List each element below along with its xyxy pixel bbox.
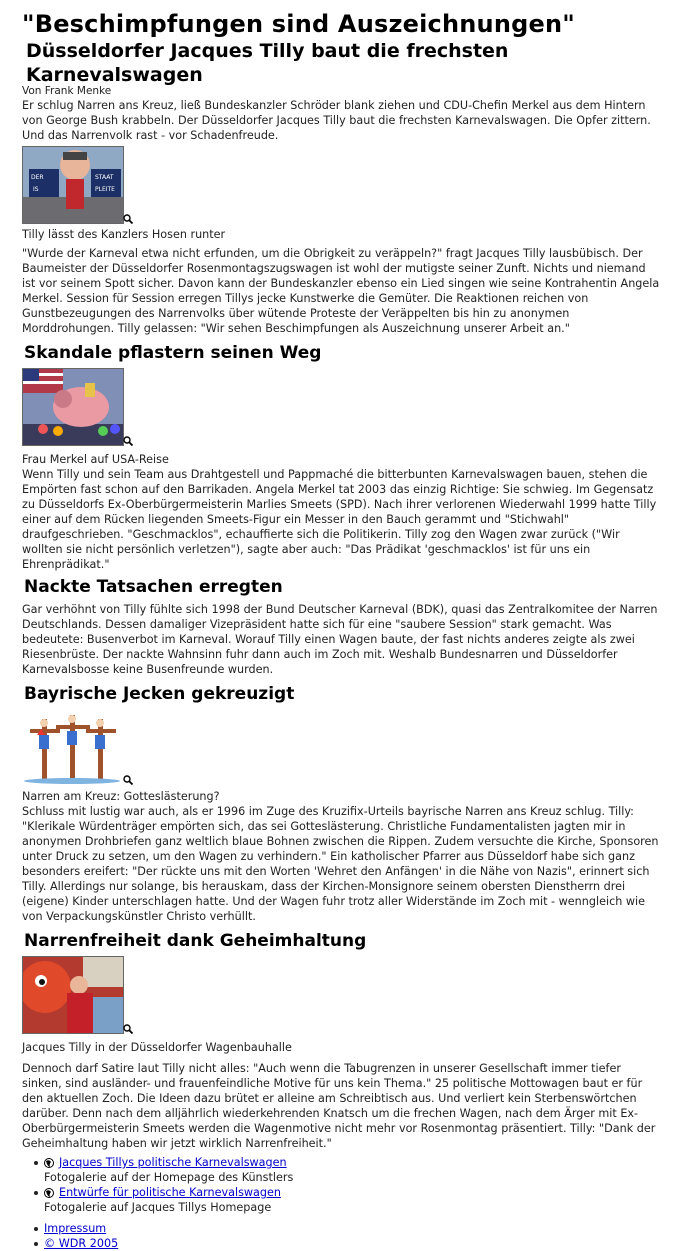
article [22, 10, 662, 1251]
list-item [34, 1185, 662, 1215]
figure-schroeder[interactable] [22, 146, 134, 224]
bullet-icon [34, 1161, 38, 1165]
magnifier-icon[interactable] [123, 775, 133, 785]
globe-icon [44, 1188, 54, 1198]
figure-merkel[interactable] [22, 368, 134, 446]
photo-tilly-workshop[interactable] [22, 956, 124, 1034]
paragraph: Schluss mit lustig war auch, als er 1996 im Zuge des Kruzifix-Urteils bayrische Narren ans Kreuz schlug. Tilly: "Klerikale Würdenträger empörten sich, das sei Gotteslästerung. Christliche Fundamentalisten jagten mir in anonymen Drohbriefen ganz weltlich blaue Bohnen zwischen die Rippen. Zudem versuchte die Kirche, Sponsoren unter Druck zu setzen, um den Wagen zu verhindern." Ein katholischer Pfarrer aus Düsseldorf habe sich ganz besonders ereifert: "Der rückte uns mit den Worten 'Wehret den Anfängen' in die Nähe von Nazis", erinnert sich Tilly. Allerdings nur solange, bis herauskam, dass der Kirchen-Monsignore seinem obersten Dienstherrn drei (eigene) Kinder unterschlagen hatte. Und der Wagen fuhr trotz aller Widerstände im Zoch mit - wenngleich wie von Verpackungskünstler Christo verhüllt. [22, 805, 659, 923]
link-entwuerfe[interactable]: Entwürfe für politische Karnevalswagen [59, 1186, 281, 1199]
section-heading: Narrenfreiheit dank Geheimhaltung [24, 931, 367, 951]
section-heading: Skandale pflastern seinen Weg [24, 343, 322, 363]
figure-caption: Frau Merkel auf USA-Reise [22, 453, 169, 466]
copyright-link[interactable]: © WDR 2005 [44, 1237, 119, 1250]
magnifier-icon[interactable] [123, 214, 133, 224]
link-description: Fotogalerie auf der Homepage des Künstlers [44, 1171, 294, 1184]
bullet-icon [34, 1242, 38, 1246]
globe-icon [44, 1158, 54, 1168]
figure-crosses[interactable] [22, 709, 134, 785]
list-item [34, 1155, 662, 1185]
section-heading: Nackte Tatsachen erregten [24, 577, 283, 597]
link-tilly-wagen[interactable]: Jacques Tillys politische Karnevalswagen [59, 1156, 287, 1169]
section-heading: Bayrische Jecken gekreuzigt [24, 684, 295, 704]
sign-right-text-2: PLEITE [95, 186, 115, 193]
drawing-crosses[interactable] [22, 709, 122, 785]
sign-left-text-2: IS [33, 186, 39, 193]
figure-caption: Tilly lässt des Kanzlers Hosen runter [22, 228, 226, 241]
article-title: "Beschimpfungen sind Auszeichnungen" [22, 10, 575, 38]
photo-schroeder-float[interactable] [22, 146, 124, 224]
bullet-icon [34, 1191, 38, 1195]
sign-left-text: DER [31, 174, 44, 181]
magnifier-icon[interactable] [123, 436, 133, 446]
lead-paragraph: Er schlug Narren ans Kreuz, ließ Bundeskanzler Schröder blank ziehen und CDU-Chefin Merkel aus dem Hintern von George Bush krabbeln. Der Düsseldorfer Jacques Tilly baut die frechsten Karnevalswagen. Die Opfer zittern. Und das Narrenvolk rast - vor Schadenfreude. [22, 99, 651, 142]
magnifier-icon[interactable] [123, 1024, 133, 1034]
list-item [34, 1221, 662, 1236]
article-subtitle: Düsseldorfer Jacques Tilly baut die frechsten Karnevalswagen [26, 40, 509, 86]
photo-merkel-float[interactable] [22, 368, 124, 446]
paragraph: "Wurde der Karneval etwa nicht erfunden, um die Obrigkeit zu veräppeln?" fragt Jacques Tilly lausbübisch. Der Baumeister der Düsseldorfer Rosenmontagszugswagen ist wohl der mutigste seiner Zunft. Nichts und niemand ist vor seinem Spott sicher. Davon kann der Bundeskanzler ebenso ein Lied singen wie seine Kontrahentin Angela Merkel. Session für Session erregen Tillys jecke Kunstwerke die Gemüter. Die Reaktionen reichen von Gunstbezeugungen des Narrenvolks über wütende Proteste der Veräppelten bis hin zu anonymen Morddrohungen. Tilly gelassen: "Wir sehen Beschimpfungen als Auszeichnung unserer Arbeit an." [22, 247, 660, 335]
impressum-link[interactable]: Impressum [44, 1222, 107, 1235]
paragraph: Wenn Tilly und sein Team aus Drahtgestell und Pappmaché die bitterbunten Karnevalswagen bauen, stehen die Empörten fast schon auf den Barrikaden. Angela Merkel tat 2003 das einzig Richtige: Sie schwieg. Im Gegensatz zu Düsseldorfs Ex-Oberbürgermeisterin Marlies Smeets (SPD). Nach ihrer verlorenen Wiederwahl 1999 hatte Tilly einer auf dem Rücken liegenden Smeets-Figur ein Messer in den Bauch gerammt und "Stichwahl" draufgeschrieben. "Geschmacklos", echauffierte sich die Politikerin. Tilly zog den Wagen zwar zurück ("Wir wollten sie nicht persönlich verletzen"), sagte aber auch: "Das Prädikat 'geschmacklos' ist für uns ein Ehrenprädikat." [22, 468, 657, 571]
figure-caption: Jacques Tilly in der Düsseldorfer Wagenbauhalle [22, 1041, 292, 1054]
bullet-icon [34, 1227, 38, 1231]
author-line: Von Frank Menke [22, 85, 112, 97]
paragraph: Gar verhöhnt von Tilly fühlte sich 1998 der Bund Deutscher Karneval (BDK), quasi das Zentralkomitee der Narren Deutschlands. Dessen damaliger Vizepräsident hatte sich für eine "saubere Session" stark gemacht. Was bedeutete: Busenverbot im Karneval. Worauf Tilly einen Wagen baute, der fast nichts anderes zeigte als zwei Riesenbrüste. Der nackte Wahnsinn fuhr dann auch im Zoch mit. Weshalb Bundesnarren und Düsseldorfer Karnevalsbosse keine Busenfreunde wurden. [22, 603, 658, 676]
paragraph: Dennoch darf Satire laut Tilly nicht alles: "Auch wenn die Tabugrenzen in unserer Gesellschaft immer tiefer sinken, sind ausländer- und frauenfeindliche Motive für uns kein Thema." 25 politische Mottowagen baut er für den aktuellen Zoch. Die Ideen dazu brütet er alleine am Schreibtisch aus. Und verliert kein Sterbenswörtchen darüber. Denn nach dem alljährlich wiederkehrenden Knatsch um die frechen Wagen, nach dem Ärger mit Ex-Oberbürgermeisterin Smeets werden die Wagenmotive nicht mehr vor Rosenmontag präsentiert. Tilly: "Dank der Geheimhaltung haben wir jetzt wirklich Narrenfreiheit." [22, 1062, 656, 1150]
figure-caption: Narren am Kreuz: Gotteslästerung? [22, 790, 220, 803]
list-item [34, 1236, 662, 1251]
sign-right-text: STAAT [95, 174, 114, 181]
link-description: Fotogalerie auf Jacques Tillys Homepage [44, 1201, 272, 1214]
figure-tilly-workshop[interactable] [22, 956, 134, 1034]
related-links [34, 1155, 662, 1251]
